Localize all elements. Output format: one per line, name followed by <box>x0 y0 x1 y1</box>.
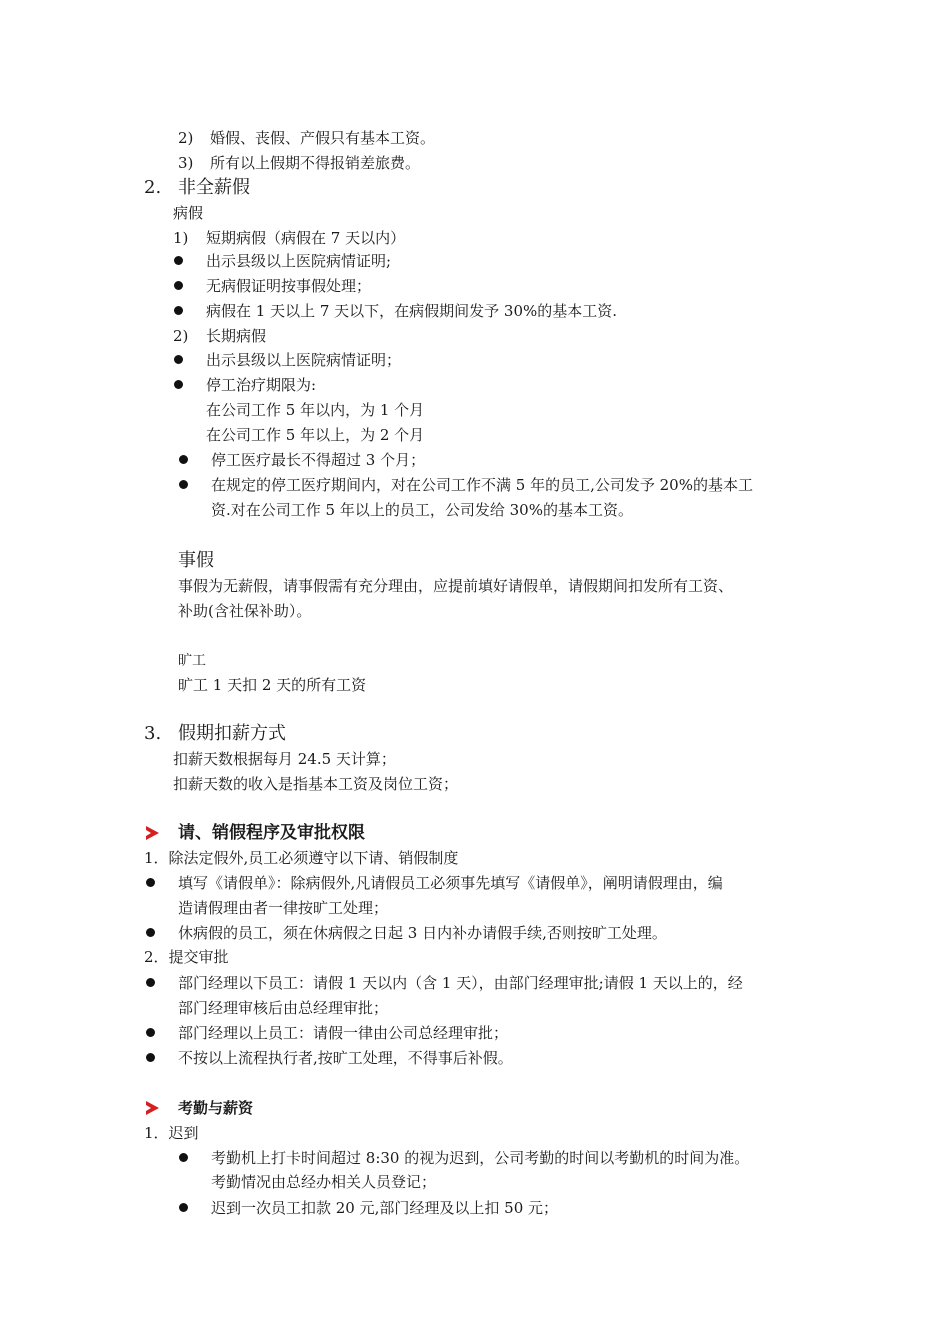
list-item: 部门经理审核后由总经理审批； <box>178 999 389 1017</box>
bullet-icon <box>174 380 183 389</box>
list-number: 2) <box>178 129 194 147</box>
list-item: 部门经理以上员工：请假一律由公司总经理审批； <box>178 1024 509 1042</box>
list-item: 停工治疗期限为: <box>206 376 317 394</box>
list-item: 1．迟到 <box>144 1124 199 1142</box>
arrow-bullet-icon <box>146 826 159 840</box>
section-title: 非全薪假 <box>178 177 250 198</box>
heading-attendance: 考勤与薪资 <box>178 1099 254 1117</box>
list-item: 短期病假（病假在 7 天以内） <box>206 229 406 247</box>
section-title: 假期扣薪方式 <box>178 723 286 744</box>
bullet-icon <box>174 306 183 315</box>
section-number: 3. <box>144 723 162 744</box>
list-item: 所有以上假期不得报销差旅费。 <box>210 154 421 172</box>
list-item: 出示县级以上医院病情证明； <box>206 351 402 369</box>
paragraph: 补助(含社保补助）。 <box>178 602 312 620</box>
bullet-icon <box>146 928 155 937</box>
bullet-icon <box>179 480 188 489</box>
list-number: 3) <box>178 154 194 172</box>
list-item: 考勤情况由总经办相关人员登记； <box>211 1173 437 1191</box>
list-item: 填写《请假单》：除病假外,凡请假员工必须事先填写《请假单》，阐明请假理由，编 <box>178 874 723 892</box>
list-item: 停工医疗最长不得超过 3 个月； <box>211 451 426 469</box>
bullet-icon <box>174 281 183 290</box>
heading-procedure: 请、销假程序及审批权限 <box>178 823 365 843</box>
list-item: 休病假的员工，须在休病假之日起 3 日内补办请假手续,否则按旷工处理。 <box>178 924 667 942</box>
subheading-personal-leave: 事假 <box>178 550 214 571</box>
bullet-icon <box>146 1053 155 1062</box>
subheading-sick-leave: 病假 <box>173 204 204 222</box>
bullet-icon <box>179 455 188 464</box>
bullet-icon <box>146 878 155 887</box>
list-item: 造请假理由者一律按旷工处理； <box>178 899 389 917</box>
bullet-icon <box>174 256 183 265</box>
list-item: 2．提交审批 <box>144 948 229 966</box>
paragraph: 扣薪天数根据每月 24.5 天计算； <box>173 750 396 768</box>
list-item: 考勤机上打卡时间超过 8:30 的视为迟到，公司考勤的时间以考勤机的时间为准。 <box>211 1149 750 1167</box>
list-number: 1) <box>173 229 189 247</box>
subheading-absenteeism: 旷工 <box>178 653 206 669</box>
bullet-icon <box>146 1028 155 1037</box>
paragraph: 事假为无薪假，请事假需有充分理由，应提前填好请假单，请假期间扣发所有工资、 <box>178 577 734 595</box>
list-item: 出示县级以上医院病情证明; <box>206 252 392 270</box>
list-item: 无病假证明按事假处理； <box>206 277 372 295</box>
list-item: 在公司工作 5 年以上，为 2 个月 <box>206 426 425 444</box>
list-item: 部门经理以下员工：请假 1 天以内（含 1 天），由部门经理审批;请假 1 天以上的，经 <box>178 974 743 992</box>
bullet-icon <box>179 1203 188 1212</box>
paragraph: 扣薪天数的收入是指基本工资及岗位工资； <box>173 775 459 793</box>
arrow-bullet-icon <box>146 1101 159 1115</box>
list-item: 在规定的停工医疗期间内，对在公司工作不满 5 年的员工,公司发予 20%的基本工 <box>211 476 753 494</box>
section-number: 2. <box>144 177 162 198</box>
paragraph: 旷工 1 天扣 2 天的所有工资 <box>178 676 367 694</box>
bullet-icon <box>179 1153 188 1162</box>
list-item: 1．除法定假外,员工必须遵守以下请、销假制度 <box>144 849 459 867</box>
bullet-icon <box>174 355 183 364</box>
list-item: 婚假、丧假、产假只有基本工资。 <box>210 129 436 147</box>
list-item: 迟到一次员工扣款 20 元,部门经理及以上扣 50 元； <box>211 1199 559 1217</box>
bullet-icon <box>146 978 155 987</box>
list-number: 2) <box>173 327 189 345</box>
list-item: 资.对在公司工作 5 年以上的员工，公司发给 30%的基本工资。 <box>211 501 633 519</box>
list-item: 长期病假 <box>206 327 267 345</box>
list-item: 不按以上流程执行者,按旷工处理，不得事后补假。 <box>178 1049 513 1067</box>
list-item: 在公司工作 5 年以内，为 1 个月 <box>206 401 425 419</box>
list-item: 病假在 1 天以上 7 天以下，在病假期间发予 30%的基本工资. <box>206 302 618 320</box>
